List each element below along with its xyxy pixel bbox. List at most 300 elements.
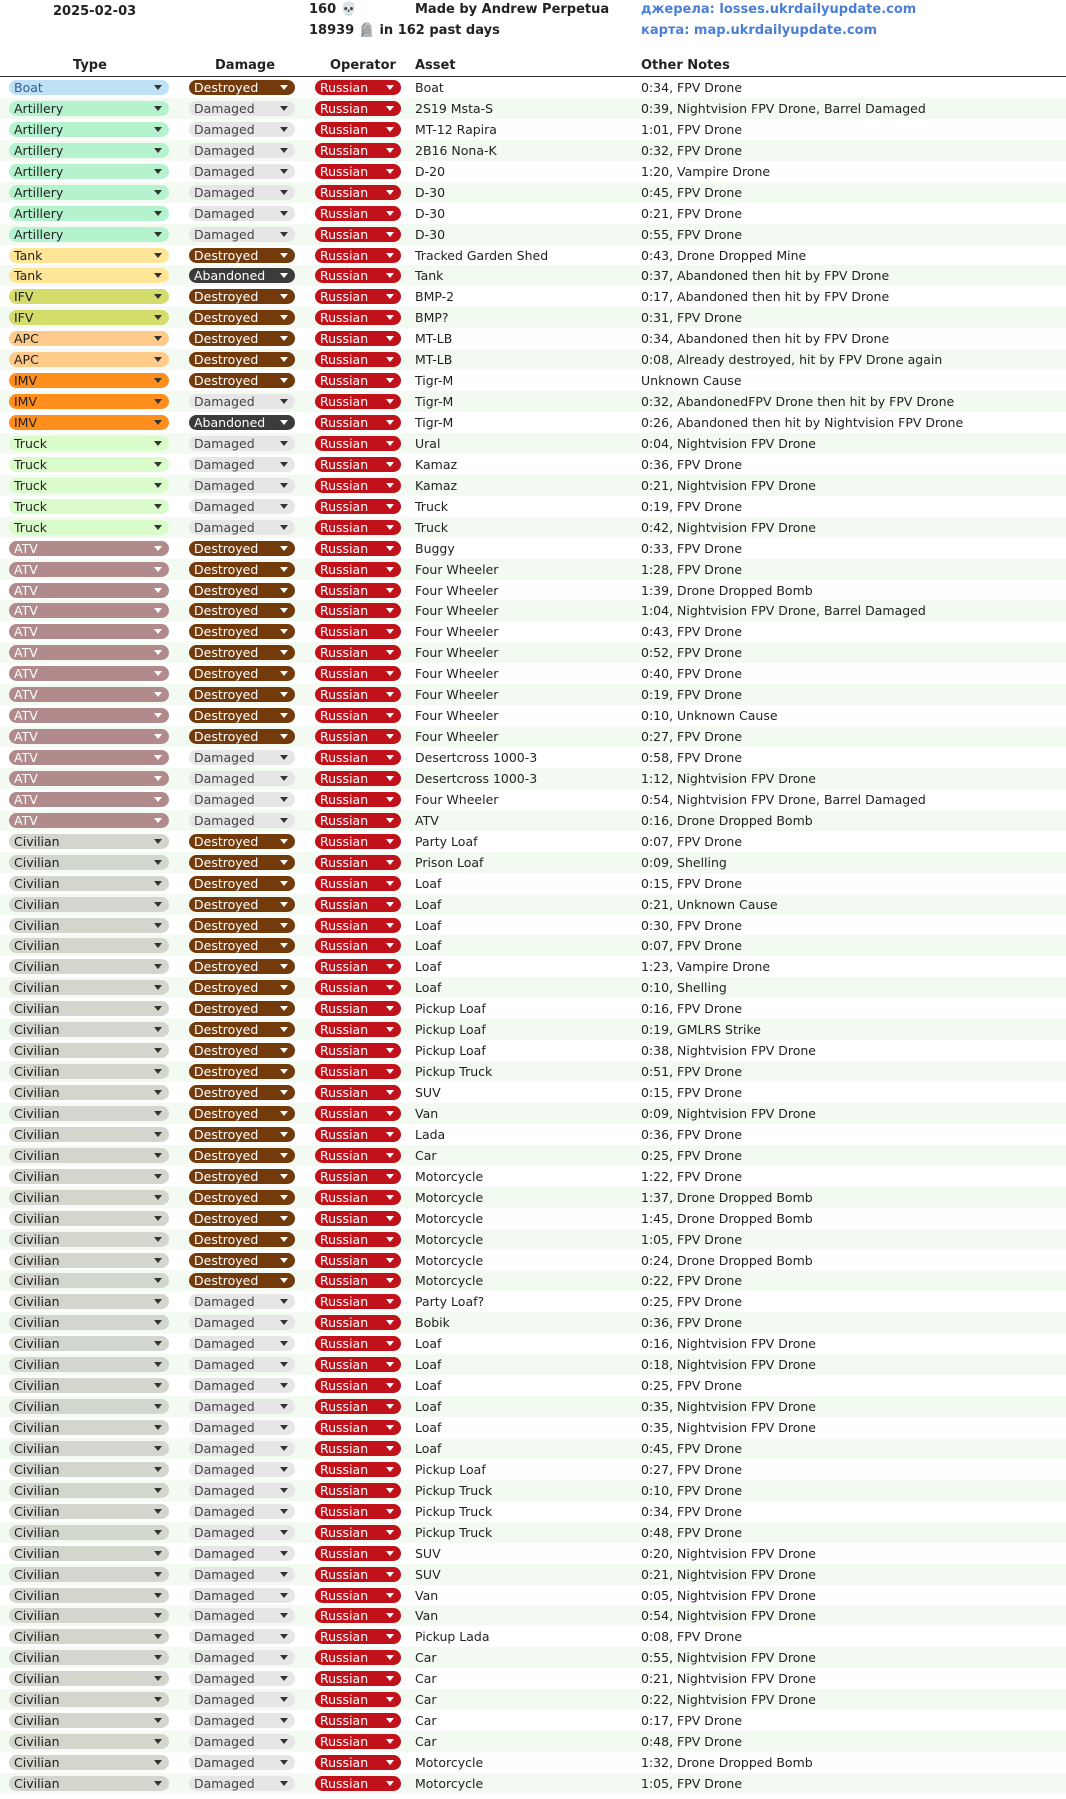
operator-dropdown[interactable] <box>315 206 401 221</box>
notes-cell <box>641 1085 742 1100</box>
notes-cell-label: 0:39, Nightvision FPV Drone, Barrel Damaged <box>641 100 926 116</box>
operator-dropdown[interactable] <box>315 708 401 723</box>
operator-dropdown[interactable] <box>315 122 401 137</box>
type-dropdown[interactable] <box>9 1064 169 1079</box>
damage-dropdown[interactable] <box>189 394 295 409</box>
asset-cell-label: Party Loaf <box>415 833 478 849</box>
damage-dropdown[interactable] <box>189 834 295 849</box>
operator-dropdown[interactable] <box>315 1022 401 1037</box>
damage-dropdown[interactable] <box>189 1734 295 1749</box>
damage-dropdown[interactable] <box>189 248 295 263</box>
type-dropdown[interactable] <box>9 289 169 304</box>
damage-dropdown[interactable] <box>189 541 295 556</box>
operator-dropdown[interactable] <box>315 1588 401 1603</box>
asset-cell <box>415 1462 486 1477</box>
operator-dropdown[interactable] <box>315 876 401 891</box>
type-dropdown-label: Civilian <box>14 1315 60 1331</box>
table-row <box>0 810 1066 831</box>
damage-dropdown[interactable] <box>189 1776 295 1791</box>
operator-dropdown[interactable] <box>315 478 401 493</box>
damage-dropdown[interactable] <box>189 583 295 598</box>
operator-dropdown[interactable] <box>315 918 401 933</box>
type-dropdown[interactable] <box>9 645 169 660</box>
operator-dropdown[interactable] <box>315 750 401 765</box>
type-dropdown[interactable] <box>9 1085 169 1100</box>
type-dropdown[interactable] <box>9 478 169 493</box>
operator-dropdown[interactable] <box>315 645 401 660</box>
operator-dropdown[interactable] <box>315 1546 401 1561</box>
damage-dropdown[interactable] <box>189 1755 295 1770</box>
type-dropdown[interactable] <box>9 394 169 409</box>
damage-dropdown[interactable] <box>189 1148 295 1163</box>
operator-dropdown[interactable] <box>315 164 401 179</box>
operator-dropdown[interactable] <box>315 855 401 870</box>
damage-dropdown[interactable] <box>189 268 295 283</box>
type-dropdown[interactable] <box>9 792 169 807</box>
damage-dropdown[interactable] <box>189 415 295 430</box>
type-dropdown[interactable] <box>9 143 169 158</box>
type-dropdown[interactable] <box>9 918 169 933</box>
table-row <box>0 1501 1066 1522</box>
damage-dropdown[interactable] <box>189 1713 295 1728</box>
operator-dropdown[interactable] <box>315 1504 401 1519</box>
damage-dropdown[interactable] <box>189 185 295 200</box>
damage-dropdown[interactable] <box>189 1692 295 1707</box>
type-dropdown[interactable] <box>9 248 169 263</box>
damage-dropdown[interactable] <box>189 1336 295 1351</box>
notes-cell-label: 0:19, FPV Drone <box>641 687 743 703</box>
dropdown-arrow-icon <box>154 1718 162 1723</box>
operator-dropdown[interactable] <box>315 1273 401 1288</box>
notes-cell-label: 0:42, Nightvision FPV Drone <box>641 519 816 535</box>
type-dropdown[interactable] <box>9 1378 169 1393</box>
map-link[interactable]: карта: map.ukrdailyupdate.com <box>641 23 878 38</box>
damage-dropdown[interactable] <box>189 771 295 786</box>
operator-dropdown[interactable] <box>315 1483 401 1498</box>
damage-dropdown[interactable] <box>189 1169 295 1184</box>
operator-dropdown[interactable] <box>315 331 401 346</box>
type-dropdown[interactable] <box>9 1483 169 1498</box>
type-dropdown[interactable] <box>9 80 169 95</box>
operator-dropdown-label: Russian <box>320 540 369 556</box>
damage-dropdown[interactable] <box>189 645 295 660</box>
damage-dropdown[interactable] <box>189 813 295 828</box>
damage-dropdown[interactable] <box>189 457 295 472</box>
damage-dropdown[interactable] <box>189 918 295 933</box>
operator-dropdown[interactable] <box>315 352 401 367</box>
type-dropdown[interactable] <box>9 624 169 639</box>
table-row <box>0 1731 1066 1752</box>
operator-dropdown[interactable] <box>315 813 401 828</box>
damage-dropdown[interactable] <box>189 1441 295 1456</box>
damage-dropdown[interactable] <box>189 603 295 618</box>
damage-dropdown[interactable] <box>189 938 295 953</box>
damage-dropdown[interactable] <box>189 1546 295 1561</box>
operator-dropdown[interactable] <box>315 499 401 514</box>
type-dropdown[interactable] <box>9 1127 169 1142</box>
operator-dropdown[interactable] <box>315 980 401 995</box>
type-dropdown[interactable] <box>9 750 169 765</box>
type-dropdown[interactable] <box>9 373 169 388</box>
dropdown-arrow-icon <box>154 1467 162 1472</box>
operator-dropdown[interactable] <box>315 289 401 304</box>
table-row <box>0 852 1066 873</box>
operator-dropdown[interactable] <box>315 1294 401 1309</box>
damage-dropdown[interactable] <box>189 1273 295 1288</box>
damage-dropdown[interactable] <box>189 164 295 179</box>
type-dropdown[interactable] <box>9 1211 169 1226</box>
table-row <box>0 789 1066 810</box>
type-dropdown[interactable] <box>9 666 169 681</box>
damage-dropdown[interactable] <box>189 792 295 807</box>
damage-dropdown[interactable] <box>189 1315 295 1330</box>
operator-dropdown[interactable] <box>315 1671 401 1686</box>
type-dropdown[interactable] <box>9 122 169 137</box>
dropdown-arrow-icon <box>280 483 288 488</box>
type-dropdown[interactable] <box>9 897 169 912</box>
operator-dropdown[interactable] <box>315 1399 401 1414</box>
type-dropdown[interactable] <box>9 1043 169 1058</box>
damage-dropdown[interactable] <box>189 1232 295 1247</box>
type-dropdown[interactable] <box>9 1671 169 1686</box>
type-dropdown[interactable] <box>9 185 169 200</box>
damage-dropdown[interactable] <box>189 101 295 116</box>
operator-dropdown[interactable] <box>315 1713 401 1728</box>
operator-dropdown[interactable] <box>315 520 401 535</box>
type-dropdown[interactable] <box>9 310 169 325</box>
operator-dropdown[interactable] <box>315 1608 401 1623</box>
damage-dropdown[interactable] <box>189 897 295 912</box>
type-dropdown[interactable] <box>9 1504 169 1519</box>
damage-dropdown[interactable] <box>189 1525 295 1540</box>
damage-dropdown[interactable] <box>189 1085 295 1100</box>
damage-dropdown[interactable] <box>189 478 295 493</box>
type-dropdown[interactable] <box>9 1546 169 1561</box>
type-dropdown-label: ATV <box>14 582 38 598</box>
operator-dropdown[interactable] <box>315 1776 401 1791</box>
operator-dropdown[interactable] <box>315 248 401 263</box>
type-dropdown[interactable] <box>9 834 169 849</box>
operator-dropdown[interactable] <box>315 436 401 451</box>
damage-dropdown[interactable] <box>189 310 295 325</box>
dropdown-arrow-icon <box>154 1237 162 1242</box>
damage-dropdown[interactable] <box>189 1504 295 1519</box>
asset-cell <box>415 520 448 535</box>
sources-link[interactable]: джерела: losses.ukrdailyupdate.com <box>641 2 917 17</box>
damage-dropdown[interactable] <box>189 666 295 681</box>
damage-dropdown[interactable] <box>189 206 295 221</box>
damage-dropdown[interactable] <box>189 980 295 995</box>
damage-dropdown[interactable] <box>189 1588 295 1603</box>
asset-cell <box>415 1525 492 1540</box>
type-dropdown[interactable] <box>9 1232 169 1247</box>
damage-dropdown[interactable] <box>189 352 295 367</box>
damage-dropdown[interactable] <box>189 562 295 577</box>
damage-dropdown[interactable] <box>189 499 295 514</box>
type-dropdown[interactable] <box>9 729 169 744</box>
operator-dropdown[interactable] <box>315 1734 401 1749</box>
dropdown-arrow-icon <box>386 106 394 111</box>
type-dropdown[interactable] <box>9 771 169 786</box>
operator-dropdown[interactable] <box>315 101 401 116</box>
operator-dropdown-label: Russian <box>320 1545 369 1561</box>
dropdown-arrow-icon <box>386 1383 394 1388</box>
type-dropdown[interactable] <box>9 1713 169 1728</box>
damage-dropdown[interactable] <box>189 520 295 535</box>
damage-dropdown[interactable] <box>189 436 295 451</box>
operator-dropdown[interactable] <box>315 771 401 786</box>
table-row <box>0 642 1066 663</box>
operator-dropdown[interactable] <box>315 1148 401 1163</box>
asset-cell-label: Pickup Loaf <box>415 1461 486 1477</box>
damage-dropdown[interactable] <box>189 1294 295 1309</box>
type-dropdown-label: Civilian <box>14 1734 60 1750</box>
damage-dropdown[interactable] <box>189 1483 295 1498</box>
operator-dropdown[interactable] <box>315 1211 401 1226</box>
operator-dropdown[interactable] <box>315 583 401 598</box>
operator-dropdown[interactable] <box>315 666 401 681</box>
type-dropdown[interactable] <box>9 1294 169 1309</box>
type-dropdown[interactable] <box>9 687 169 702</box>
operator-dropdown[interactable] <box>315 834 401 849</box>
damage-dropdown[interactable] <box>189 1190 295 1205</box>
type-dropdown[interactable] <box>9 1148 169 1163</box>
damage-dropdown[interactable] <box>189 122 295 137</box>
operator-dropdown[interactable] <box>315 1441 401 1456</box>
operator-dropdown[interactable] <box>315 1378 401 1393</box>
dropdown-arrow-icon <box>280 734 288 739</box>
damage-dropdown[interactable] <box>189 959 295 974</box>
dropdown-arrow-icon <box>154 525 162 530</box>
damage-dropdown[interactable] <box>189 750 295 765</box>
type-dropdown[interactable] <box>9 1001 169 1016</box>
type-dropdown[interactable] <box>9 1755 169 1770</box>
operator-dropdown[interactable] <box>315 1253 401 1268</box>
type-dropdown[interactable] <box>9 1357 169 1372</box>
damage-dropdown[interactable] <box>189 1043 295 1058</box>
operator-dropdown[interactable] <box>315 897 401 912</box>
damage-dropdown[interactable] <box>189 1420 295 1435</box>
damage-dropdown[interactable] <box>189 1357 295 1372</box>
damage-dropdown[interactable] <box>189 143 295 158</box>
damage-dropdown[interactable] <box>189 687 295 702</box>
operator-dropdown[interactable] <box>315 143 401 158</box>
type-dropdown[interactable] <box>9 1420 169 1435</box>
type-dropdown[interactable] <box>9 1336 169 1351</box>
damage-dropdown[interactable] <box>189 1650 295 1665</box>
notes-cell <box>641 1776 742 1791</box>
operator-dropdown[interactable] <box>315 1755 401 1770</box>
operator-dropdown[interactable] <box>315 373 401 388</box>
type-dropdown[interactable] <box>9 583 169 598</box>
operator-dropdown[interactable] <box>315 1357 401 1372</box>
damage-dropdown[interactable] <box>189 708 295 723</box>
damage-dropdown[interactable] <box>189 729 295 744</box>
asset-cell <box>415 1357 441 1372</box>
damage-dropdown[interactable] <box>189 1106 295 1121</box>
operator-dropdown[interactable] <box>315 1525 401 1540</box>
table-row <box>0 1647 1066 1668</box>
type-dropdown[interactable] <box>9 603 169 618</box>
operator-dropdown[interactable] <box>315 1420 401 1435</box>
damage-dropdown[interactable] <box>189 1022 295 1037</box>
type-dropdown[interactable] <box>9 1273 169 1288</box>
operator-dropdown[interactable] <box>315 268 401 283</box>
damage-dropdown[interactable] <box>189 1001 295 1016</box>
operator-dropdown[interactable] <box>315 603 401 618</box>
notes-cell <box>641 541 742 556</box>
operator-dropdown[interactable] <box>315 1315 401 1330</box>
type-dropdown[interactable] <box>9 959 169 974</box>
type-dropdown[interactable] <box>9 876 169 891</box>
type-dropdown[interactable] <box>9 562 169 577</box>
notes-cell <box>641 687 742 702</box>
type-dropdown[interactable] <box>9 1253 169 1268</box>
dropdown-arrow-icon <box>280 1006 288 1011</box>
operator-dropdown[interactable] <box>315 457 401 472</box>
damage-dropdown[interactable] <box>189 876 295 891</box>
type-dropdown[interactable] <box>9 1441 169 1456</box>
operator-dropdown[interactable] <box>315 1106 401 1121</box>
table-row <box>0 161 1066 182</box>
type-dropdown[interactable] <box>9 101 169 116</box>
damage-dropdown[interactable] <box>189 1211 295 1226</box>
operator-dropdown[interactable] <box>315 1043 401 1058</box>
operator-dropdown[interactable] <box>315 1085 401 1100</box>
damage-dropdown[interactable] <box>189 1127 295 1142</box>
type-dropdown[interactable] <box>9 268 169 283</box>
operator-dropdown[interactable] <box>315 1127 401 1142</box>
type-dropdown[interactable] <box>9 1462 169 1477</box>
dropdown-arrow-icon <box>154 546 162 551</box>
type-dropdown-label: ATV <box>14 561 38 577</box>
type-dropdown[interactable] <box>9 541 169 556</box>
type-dropdown[interactable] <box>9 1650 169 1665</box>
type-dropdown[interactable] <box>9 352 169 367</box>
operator-dropdown-label: Russian <box>320 1126 369 1142</box>
type-dropdown[interactable] <box>9 415 169 430</box>
asset-cell <box>415 1420 441 1435</box>
type-dropdown[interactable] <box>9 938 169 953</box>
type-dropdown[interactable] <box>9 1776 169 1791</box>
damage-dropdown[interactable] <box>189 1671 295 1686</box>
damage-dropdown[interactable] <box>189 289 295 304</box>
type-dropdown[interactable] <box>9 1629 169 1644</box>
damage-dropdown[interactable] <box>189 1253 295 1268</box>
damage-dropdown[interactable] <box>189 80 295 95</box>
damage-dropdown[interactable] <box>189 855 295 870</box>
type-dropdown[interactable] <box>9 499 169 514</box>
type-dropdown[interactable] <box>9 227 169 242</box>
type-dropdown[interactable] <box>9 1315 169 1330</box>
dropdown-arrow-icon <box>280 504 288 509</box>
operator-dropdown[interactable] <box>315 1650 401 1665</box>
table-row <box>0 580 1066 601</box>
damage-dropdown[interactable] <box>189 1608 295 1623</box>
damage-dropdown[interactable] <box>189 1064 295 1079</box>
type-dropdown[interactable] <box>9 1399 169 1414</box>
operator-dropdown[interactable] <box>315 1190 401 1205</box>
asset-cell-label: Pickup Loaf <box>415 1022 486 1038</box>
type-dropdown[interactable] <box>9 980 169 995</box>
notes-cell <box>641 1734 742 1749</box>
damage-dropdown[interactable] <box>189 1378 295 1393</box>
damage-dropdown[interactable] <box>189 373 295 388</box>
notes-cell <box>641 1525 742 1540</box>
operator-dropdown[interactable] <box>315 1001 401 1016</box>
operator-dropdown[interactable] <box>315 1567 401 1582</box>
damage-dropdown[interactable] <box>189 1629 295 1644</box>
type-dropdown[interactable] <box>9 164 169 179</box>
type-dropdown[interactable] <box>9 1588 169 1603</box>
operator-dropdown[interactable] <box>315 729 401 744</box>
operator-dropdown[interactable] <box>315 687 401 702</box>
damage-dropdown-label: Destroyed <box>194 561 259 577</box>
type-dropdown[interactable] <box>9 206 169 221</box>
type-dropdown[interactable] <box>9 1022 169 1037</box>
notes-cell <box>641 708 778 723</box>
operator-dropdown[interactable] <box>315 624 401 639</box>
damage-dropdown[interactable] <box>189 624 295 639</box>
damage-dropdown[interactable] <box>189 1462 295 1477</box>
damage-dropdown[interactable] <box>189 1567 295 1582</box>
operator-dropdown[interactable] <box>315 80 401 95</box>
operator-dropdown[interactable] <box>315 562 401 577</box>
operator-dropdown[interactable] <box>315 1064 401 1079</box>
type-dropdown[interactable] <box>9 1567 169 1582</box>
type-dropdown[interactable] <box>9 1692 169 1707</box>
damage-dropdown[interactable] <box>189 331 295 346</box>
type-dropdown[interactable] <box>9 520 169 535</box>
damage-dropdown[interactable] <box>189 227 295 242</box>
operator-dropdown[interactable] <box>315 541 401 556</box>
operator-dropdown-label: Russian <box>320 708 369 724</box>
operator-dropdown[interactable] <box>315 1169 401 1184</box>
damage-dropdown[interactable] <box>189 1399 295 1414</box>
dropdown-arrow-icon <box>280 169 288 174</box>
type-dropdown-label: Civilian <box>14 833 60 849</box>
type-dropdown[interactable] <box>9 1734 169 1749</box>
type-dropdown[interactable] <box>9 1169 169 1184</box>
type-dropdown[interactable] <box>9 436 169 451</box>
operator-dropdown[interactable] <box>315 792 401 807</box>
type-dropdown-label: ATV <box>14 729 38 745</box>
dropdown-arrow-icon <box>154 1613 162 1618</box>
operator-dropdown[interactable] <box>315 959 401 974</box>
dropdown-arrow-icon <box>280 253 288 258</box>
operator-dropdown[interactable] <box>315 1692 401 1707</box>
type-dropdown[interactable] <box>9 457 169 472</box>
operator-dropdown[interactable] <box>315 1629 401 1644</box>
type-dropdown[interactable] <box>9 855 169 870</box>
type-dropdown[interactable] <box>9 708 169 723</box>
type-dropdown[interactable] <box>9 1525 169 1540</box>
type-dropdown[interactable] <box>9 813 169 828</box>
operator-dropdown[interactable] <box>315 394 401 409</box>
type-dropdown[interactable] <box>9 1190 169 1205</box>
operator-dropdown[interactable] <box>315 1336 401 1351</box>
operator-dropdown[interactable] <box>315 310 401 325</box>
operator-dropdown[interactable] <box>315 227 401 242</box>
operator-dropdown[interactable] <box>315 1462 401 1477</box>
type-dropdown[interactable] <box>9 1608 169 1623</box>
operator-dropdown[interactable] <box>315 1232 401 1247</box>
operator-dropdown[interactable] <box>315 415 401 430</box>
operator-dropdown[interactable] <box>315 185 401 200</box>
type-dropdown[interactable] <box>9 331 169 346</box>
operator-dropdown[interactable] <box>315 938 401 953</box>
type-dropdown[interactable] <box>9 1106 169 1121</box>
